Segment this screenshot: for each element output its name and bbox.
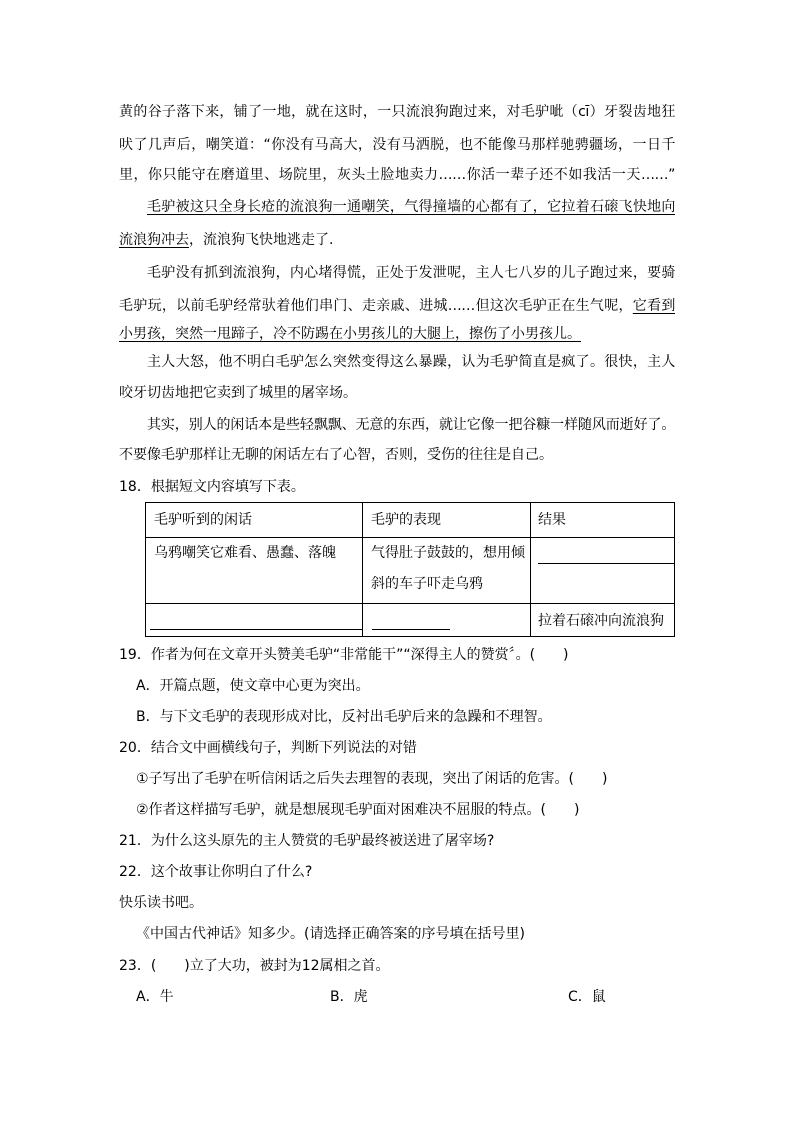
- question-23: 23．( )立了大功，被封为12属相之首。: [119, 958, 390, 974]
- underlined-sentence: 流浪狗冲去: [119, 232, 189, 248]
- answer-blank[interactable]: [150, 629, 362, 630]
- table-divider: [362, 503, 363, 636]
- passage-line: 其实，别人的闲话本是些轻飘飘、无意的东西，就让它像一把谷糠一样随风而逝好了。: [147, 417, 675, 433]
- passage-line: [119, 324, 675, 344]
- underlined-sentence: 小男孩，突然一甩蹄子，冷不防踢在小男孩儿的大腿上，擦伤了小男孩儿。: [119, 326, 581, 342]
- section-title: 快乐读书吧。: [119, 895, 203, 911]
- passage-line: 不要像毛驴那样让无聊的闲话左右了心智，否则，受伤的往往是自己。: [119, 447, 553, 463]
- option-a: A．开篇点题，使文章中心更为突出。: [136, 678, 370, 694]
- option-c: C．鼠: [568, 989, 606, 1005]
- option-a: A．牛: [136, 989, 174, 1005]
- option-b: B．虎: [330, 989, 368, 1005]
- table-divider: [530, 503, 531, 636]
- passage-line: [119, 197, 675, 217]
- passage-line: 毛驴没有抓到流浪狗，内心堵得慌，正处于发泄呢，主人七八岁的儿子跑过来，要骑: [147, 265, 675, 281]
- table-divider: [146, 603, 674, 604]
- passage-line: 里，你只能守在磨道里、场院里，灰头土脸地卖力……你活一辈子还不如我活一天……”: [119, 167, 675, 183]
- question-20: 20．结合文中画横线句子，判断下列说法的对错: [119, 740, 417, 756]
- question-18: 18．根据短文内容填写下表。: [119, 479, 305, 495]
- answer-blank[interactable]: [372, 629, 450, 630]
- statement-1: ①子写出了毛驴在听信闲话之后失去理智的表现，突出了闲话的危害。( ): [136, 771, 608, 787]
- passage-text: ，流浪狗飞快地逃走了.: [189, 232, 334, 248]
- answer-table: [145, 502, 675, 637]
- statement-2: ②作者这样描写毛驴，就是想展现毛驴面对困难决不屈服的特点。( ): [136, 802, 580, 818]
- section-intro: 《中国古代神话》知多少。(请选择正确答案的序号填在括号里): [136, 926, 525, 942]
- table-header: 毛驴听到的闲话: [154, 512, 252, 528]
- answer-blank[interactable]: [538, 563, 674, 564]
- passage-text: 毛驴玩，以前毛驴经常驮着他们串门、走亲戚、进城……但这次毛驴正在生气呢，: [119, 298, 633, 314]
- question-21: 21．为什么这头原先的主人赞赏的毛驴最终被送进了屠宰场?: [119, 833, 495, 849]
- passage-line: 主人大怒，他不明白毛驴怎么突然变得这么暴躁，认为毛驴简直是疯了。很快，主人: [147, 354, 675, 370]
- table-cell: 乌鸦嘲笑它难看、愚蠢、落魄: [154, 545, 336, 561]
- table-divider: [146, 537, 674, 538]
- table-header: 毛驴的表现: [371, 512, 441, 528]
- passage-line: 吠了几声后，嘲笑道：“你没有马高大，没有马洒脱，也不能像马那样驰骋疆场，一日千: [119, 137, 675, 153]
- question-22: 22．这个故事让你明白了什么?: [119, 864, 313, 880]
- passage-line: 黄的谷子落下来，铺了一地，就在这时，一只流浪狗跑过来，对毛驴呲（cī）牙裂齿地狂: [119, 104, 675, 120]
- question-19: 19．作者为何在文章开头赞美毛驴“非常能干”“深得主人的赞赏〞。( ): [119, 647, 569, 663]
- option-b: B．与下文毛驴的表现形成对比，反衬出毛驴后来的急躁和不理智。: [136, 709, 552, 725]
- passage-line: 咬牙切齿地把它卖到了城里的屠宰场。: [119, 385, 357, 401]
- underlined-sentence: 毛驴被这只全身长疮的流浪狗一通嘲笑，气得撞墙的心都有了，它拉着石磙飞快地向: [147, 199, 675, 215]
- table-cell: 斜的车子吓走乌鸦: [371, 576, 483, 592]
- passage-line: [119, 230, 675, 250]
- table-header: 结果: [538, 512, 566, 528]
- underlined-sentence: 它看到: [632, 298, 675, 314]
- table-cell: 气得肚子鼓鼓的，想用倾: [371, 545, 525, 561]
- passage-line: [119, 296, 675, 316]
- table-cell: 拉着石磙冲向流浪狗: [538, 613, 664, 629]
